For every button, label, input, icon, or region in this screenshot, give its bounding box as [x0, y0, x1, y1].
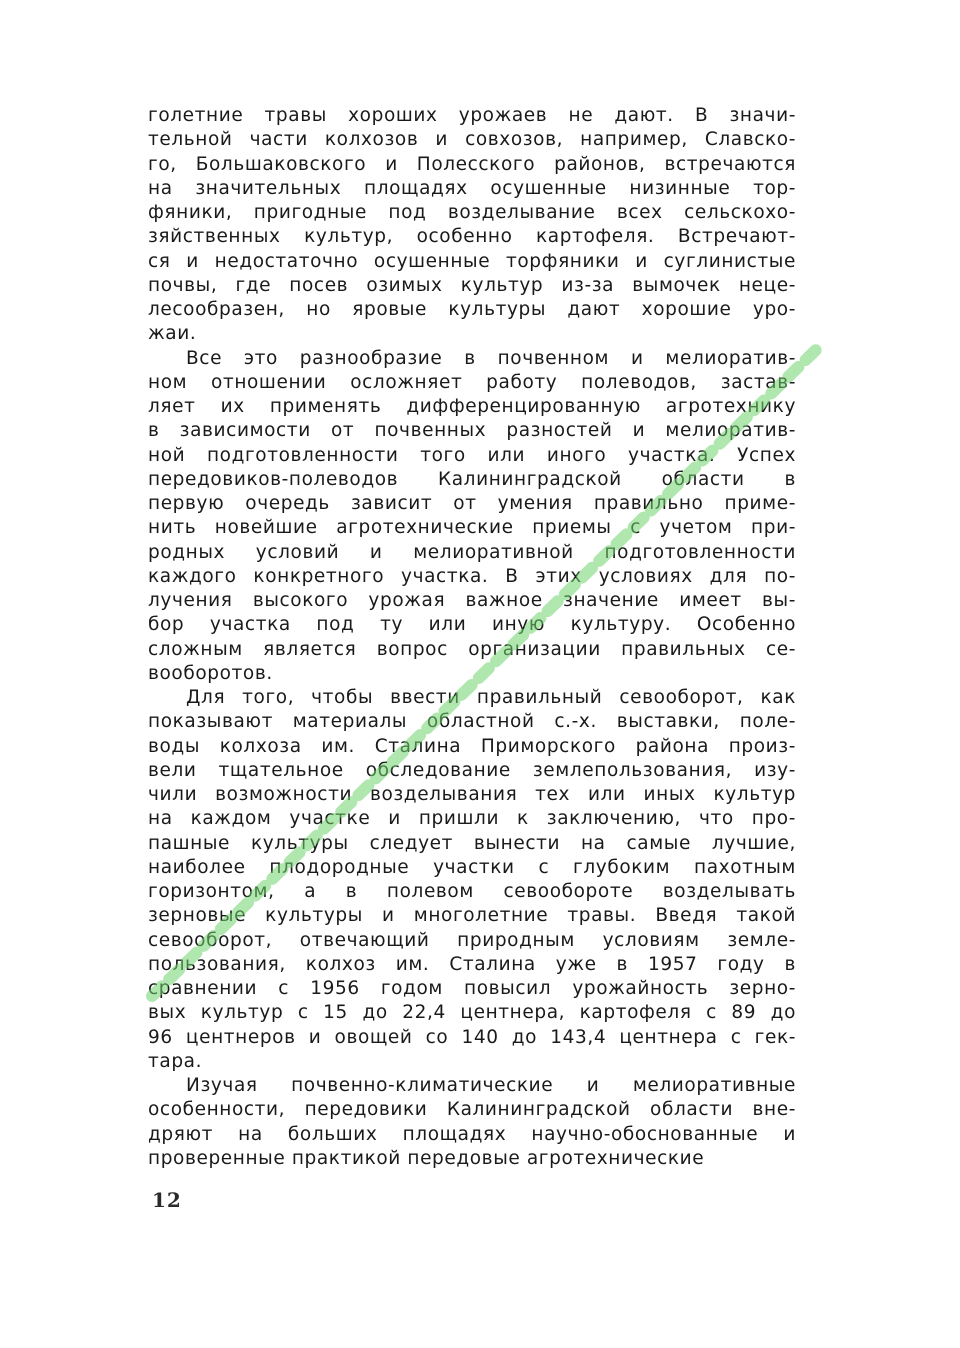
text-line: голетние травы хороших урожаев не дают. В значи-	[148, 105, 796, 126]
text-line: сложным является вопрос организации правильных се-	[148, 638, 796, 660]
text-line: наиболее плодородные участки с глубоким пахотным	[148, 856, 796, 878]
text-line: на каждом участке и пришли к заключению, что про-	[148, 808, 796, 830]
text-line: родных условий и мелиоративной подготовленности	[148, 541, 796, 563]
text-line: пользования, колхоз им. Сталина уже в 1957 году в	[148, 953, 796, 975]
text-line: чили возможности возделывания тех или иных культур	[148, 784, 796, 805]
text-line: ном отношении осложняет работу полеводов, застав-	[148, 371, 796, 393]
text-line: ся и недостаточно осушенные торфяники и суглинистые	[148, 250, 796, 272]
text-line: горизонтом, а в полевом севообороте возделывать	[148, 881, 796, 902]
text-line: ляет их применять дифференцированную агротехнику	[148, 396, 796, 417]
text-line: тельной части колхозов и совхозов, например, Славско-	[148, 129, 796, 151]
text-line: го, Большаковского и Полесского районов, встречаются	[148, 153, 796, 175]
text-line: ной подготовленности того или иного участка. Успех	[148, 444, 796, 466]
text-line: каждого конкретного участка. В этих условиях для по-	[148, 565, 796, 587]
text-line: лучения высокого урожая важное значение имеет вы-	[148, 590, 796, 611]
text-line: первую очередь зависит от умения правильно приме-	[148, 493, 796, 514]
text-line: тара.	[148, 1050, 203, 1072]
page-number: 12	[152, 1188, 182, 1212]
text-line: передовиков-полеводов Калининградской области в	[148, 468, 796, 490]
text-line: нить новейшие агротехнические приемы с учетом при-	[148, 517, 796, 539]
text-line: бор участка под ту или иную культуру. Особенно	[148, 614, 796, 636]
text-line: севооборот, отвечающий природным условиям земле-	[148, 929, 796, 951]
text-line: сравнении с 1956 годом повысил урожайность зерно-	[148, 978, 796, 999]
text-line: воды колхоза им. Сталина Приморского района произ-	[148, 735, 796, 757]
text-line: проверенные практикой передовые агротехнические	[148, 1147, 705, 1169]
text-line: в зависимости от почвенных разностей и мелиоратив-	[148, 420, 796, 442]
text-line: Для того, чтобы ввести правильный севооборот, как	[186, 687, 796, 708]
text-line: жаи.	[148, 323, 197, 345]
text-line: вели тщательное обследование землепользования, изу-	[148, 759, 796, 781]
text-line: фяники, пригодные под возделывание всех сельскохо-	[148, 202, 796, 223]
text-line: на значительных площадях осушенные низинные тор-	[148, 177, 796, 199]
text-line: пашные культуры следует вынести на самые лучшие,	[148, 832, 796, 854]
body-text	[148, 104, 796, 1171]
text-line: зяйственных культур, особенно картофеля. Встречают-	[148, 226, 796, 248]
text-line: 96 центнеров и овощей со 140 до 143,4 центнера с гек-	[148, 1026, 796, 1048]
text-line: особенности, передовики Калининградской области вне-	[148, 1099, 796, 1121]
text-line: вых культур с 15 до 22,4 центнера, картофеля с 89 до	[148, 1002, 796, 1024]
text-line: показывают материалы областной с.-х. выставки, поле-	[148, 711, 796, 733]
text-line: лесообразен, но яровые культуры дают хорошие уро-	[148, 299, 796, 320]
text-line: почвы, где посев озимых культур из-за вымочек неце-	[148, 274, 796, 296]
text-line: дряют на больших площадях научно-обоснованные и	[148, 1123, 796, 1145]
text-line: Все это разнообразие в почвенном и мелиоратив-	[186, 347, 796, 369]
text-line: зерновые культуры и многолетние травы. Введя такой	[148, 905, 796, 927]
text-line: вооборотов.	[148, 662, 273, 684]
text-line: Изучая почвенно-климатические и мелиоративные	[186, 1075, 796, 1096]
